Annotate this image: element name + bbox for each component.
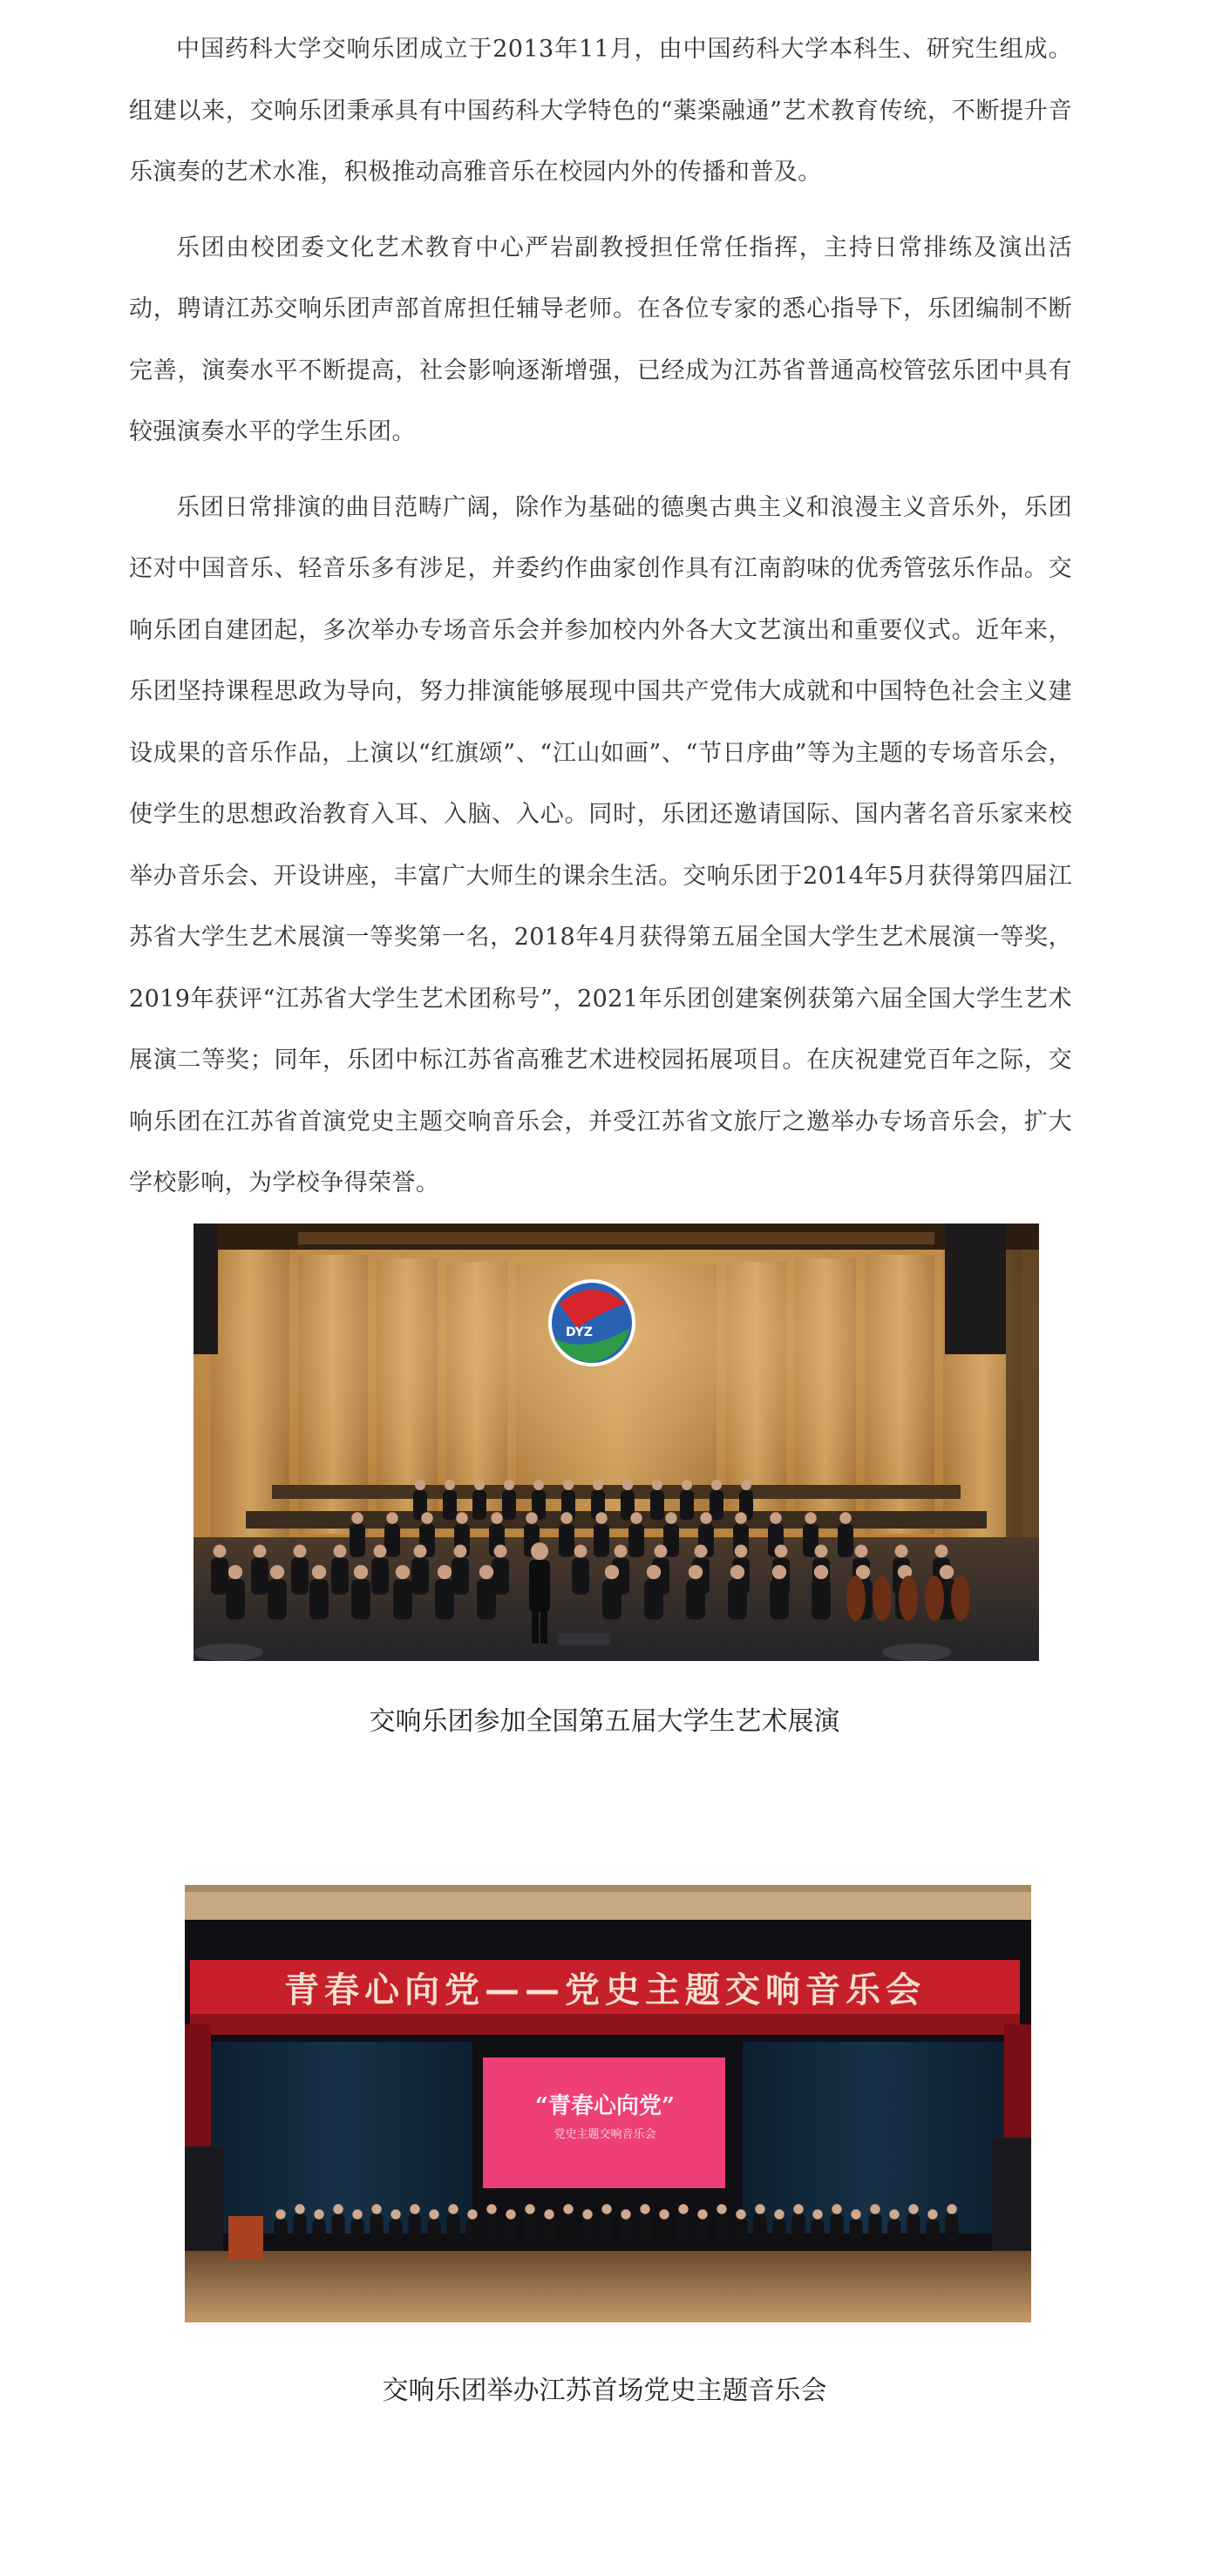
screen-subtitle: 党史主题交响音乐会 [554, 2128, 656, 2141]
article-body [129, 19, 1072, 1229]
banner-text: 青春心向党——党史主题交响音乐会 [284, 1970, 926, 2010]
university-logo-icon [548, 1279, 635, 1366]
screen-title: “青春心向党” [535, 2093, 675, 2119]
logo-text: DYZ [566, 1325, 593, 1339]
photo1-caption: 交响乐团参加全国第五届大学生艺术展演 [369, 1706, 840, 1737]
party-concert-photo [185, 1885, 1031, 2322]
paragraph-repertoire: 乐团日常排演的曲目范畴广阔，除作为基础的德奥古典主义和浪漫主义音乐外，乐团还对中国音乐、轻音乐多有涉足，并委约作曲家创作具有江南韵味的优秀管弦乐作品。交响乐团自建团起，多次举办专场音乐会并参加校内外各大文艺演出和重要仪式。近年来，乐团坚持课程思政为导向，努力排演能够展现中国共产党伟大成就和中国特色社会主义建设成果的音乐作品，上演以“红旗颂”、“江山如画”、“节日序曲”等为主题的专场音乐会，使学生的思想政治教育入耳、入脑、入心。同时，乐团还邀请国际、国内著名音乐家来校举办音乐会、开设讲座，丰富广大师生的课余生活。交响乐团于2014年5月获得第四届江苏省大学生艺术展演一等奖第一名，2018年4月获得第五届全国大学生艺术展演一等奖，2019年获评“江苏省大学生艺术团称号”，2021年乐团创建案例获第六届全国大学生艺术展演二等奖；同年，乐团中标江苏省高雅艺术进校园拓展项目。在庆祝建党百年之际，交响乐团在江苏省首演党史主题交响音乐会，并受江苏省文旅厅之邀举办专场音乐会，扩大学校影响，为学校争得荣誉。 [129, 493, 1072, 1196]
paragraph-conductor: 乐团由校团委文化艺术教育中心严岩副教授担任常任指挥，主持日常排练及演出活动，聘请江苏交响乐团声部首席担任辅导老师。在各位专家的悉心指导下，乐团编制不断完善，演奏水平不断提高，社会影响逐渐增强，已经成为江苏省普通高校管弦乐团中具有较强演奏水平的学生乐团。 [129, 234, 1072, 445]
photo2-caption: 交响乐团举办江苏首场党史主题音乐会 [382, 2376, 827, 2406]
paragraph-intro: 中国药科大学交响乐团成立于2013年11月，由中国药科大学本科生、研究生组成。组建以来，交响乐团秉承具有中国药科大学特色的“薬楽融通”艺术教育传统，不断提升音乐演奏的艺术水准，积极推动高雅音乐在校园内外的传播和普及。 [129, 36, 1072, 186]
orchestra-hall-photo [194, 1224, 1039, 1661]
